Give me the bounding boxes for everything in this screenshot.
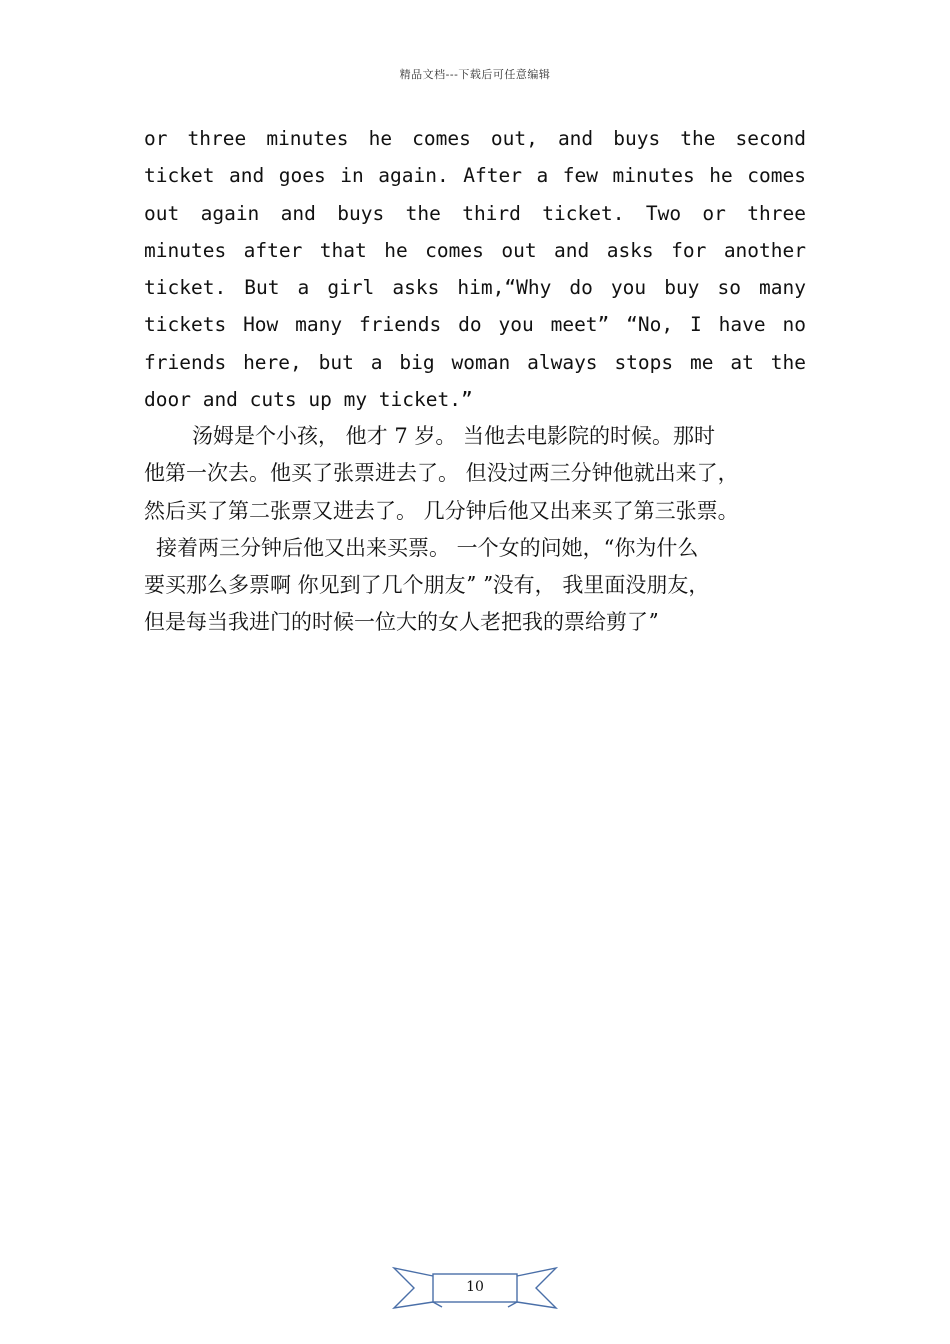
- page-number: 10: [466, 1279, 484, 1295]
- page-number-ribbon: [390, 1262, 560, 1312]
- english-line-7: friends here, but a big woman always stops me at the: [144, 350, 806, 374]
- english-line-6: tickets How many friends do you meet” “No, I have no: [144, 313, 806, 337]
- english-line-8: door and cuts up my ticket.”: [144, 388, 473, 412]
- chinese-line-3: 然后买了第二张票又进去了。 几分钟后他又出来买了第三张票。: [144, 498, 739, 523]
- english-line-3: out again and buys the third ticket. Two or three: [144, 201, 806, 225]
- page-header: 精品文档---下载后可任意编辑: [399, 68, 551, 81]
- chinese-line-2: 他第一次去。他买了张票进去了。 但没过两三分钟他就出来了，: [144, 461, 739, 486]
- chinese-line-4: 接着两三分钟后他又出来买票。 一个女的问她，“你为什么: [156, 535, 699, 560]
- english-line-5: ticket. But a girl asks him,“Why do you buy so many: [144, 276, 806, 300]
- chinese-line-1: 汤姆是个小孩， 他才 7 岁。 当他去电影院的时候。那时: [192, 424, 716, 448]
- chinese-translation-text: [144, 418, 824, 642]
- chinese-line-5: 要买那么多票啊 你见到了几个朋友ˮ ˮ没有， 我里面没朋友，: [144, 573, 710, 598]
- english-line-1: or three minutes he comes out, and buys the second: [144, 127, 806, 150]
- english-line-4: minutes after that he comes out and asks for another: [144, 238, 806, 262]
- english-story-text: [144, 120, 806, 418]
- english-line-2: ticket and goes in again. After a few minutes he comes: [144, 164, 806, 188]
- chinese-line-6: 但是每当我进门的时候一位大的女人老把我的票给剪了ˮ: [144, 610, 659, 635]
